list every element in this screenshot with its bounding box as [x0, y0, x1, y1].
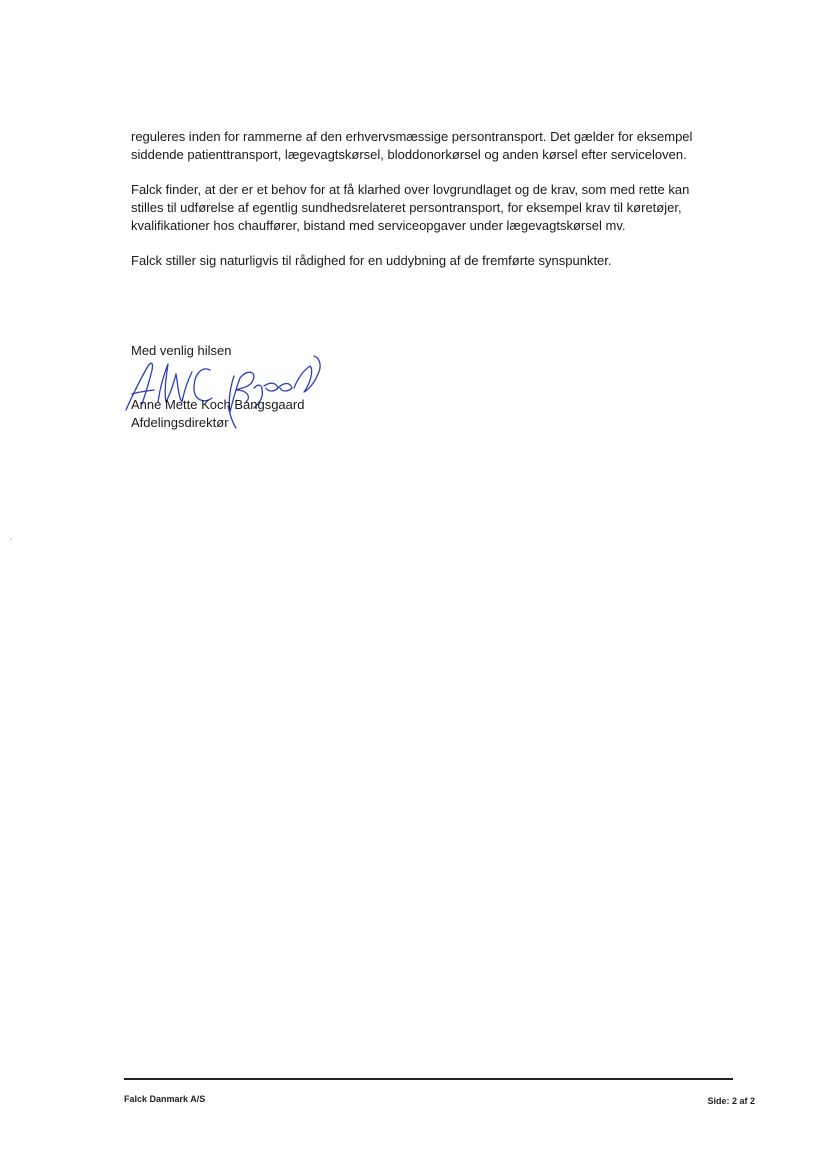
closing-salutation: Med venlig hilsen: [131, 343, 232, 358]
paragraph-3: [131, 252, 731, 270]
paragraph-line: kvalifikationer hos chauffører, bistand med serviceopgaver under lægevagtskørsel mv.: [131, 218, 626, 233]
signer-block: [131, 396, 304, 432]
paragraph-line: siddende patienttransport, lægevagtskørsel, bloddonorkørsel og anden kørsel efter serviceloven.: [131, 147, 687, 162]
paragraph-line: Falck stiller sig naturligvis til rådighed for en uddybning af de fremførte synspunkter.: [131, 253, 612, 268]
letter-body: [131, 128, 731, 287]
footer-page-indicator: Side: 2 af 2: [707, 1096, 755, 1106]
paragraph-1: [131, 128, 731, 164]
footer-company: Falck Danmark A/S: [124, 1094, 206, 1104]
paragraph-line: reguleres inden for rammerne af den erhvervsmæssige persontransport. Det gælder for eksempel: [131, 129, 693, 144]
signer-title: Afdelingsdirektør: [131, 415, 229, 430]
footer-divider: [124, 1078, 733, 1080]
paragraph-line: Falck finder, at der er et behov for at få klarhed over lovgrundlaget og de krav, som med rette kan: [131, 182, 690, 197]
scan-speck: [10, 538, 12, 540]
paragraph-2: [131, 181, 731, 235]
paragraph-line: stilles til udførelse af egentlig sundhedsrelateret persontransport, for eksempel krav til køretøjer,: [131, 200, 682, 215]
signer-name: Anne Mette Koch Bangsgaard: [131, 397, 305, 412]
